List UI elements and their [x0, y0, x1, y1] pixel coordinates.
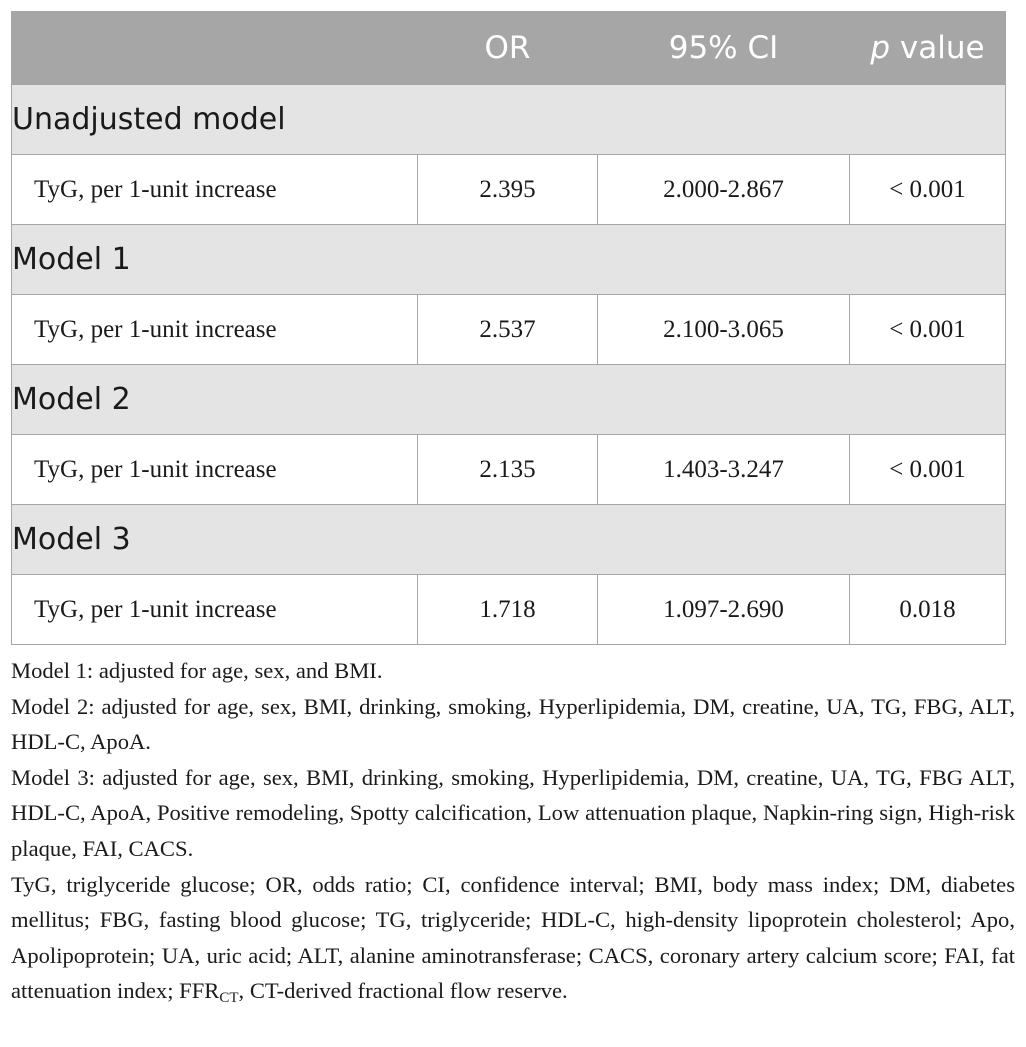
- footnote-model3: Model 3: adjusted for age, sex, BMI, drinking, smoking, Hyperlipidemia, DM, creatine, UA, TG, FBG ALT, HDL-C, ApoA, Positive remodeling, Spotty calcification, Low attenuation plaque, Napkin-ring sign, High-risk plaque, FAI, CACS.: [11, 764, 1015, 861]
- table-row: [12, 575, 1006, 645]
- header-or: OR: [418, 12, 598, 85]
- section-row: [12, 505, 1006, 575]
- row-or: 2.537: [418, 295, 598, 365]
- header-row: [12, 12, 1006, 85]
- row-ci: 2.000-2.867: [598, 155, 850, 225]
- abbrev-tail: , CT-derived fractional flow reserve.: [238, 978, 568, 1004]
- section-row: [12, 85, 1006, 155]
- footnote-model2: Model 2: adjusted for age, sex, BMI, drinking, smoking, Hyperlipidemia, DM, creatine, UA, TG, FBG, ALT, HDL-C, ApoA.: [11, 693, 1015, 755]
- row-p: 0.018: [850, 575, 1006, 645]
- row-p: < 0.001: [850, 295, 1006, 365]
- row-or: 2.395: [418, 155, 598, 225]
- row-label: TyG, per 1-unit increase: [12, 435, 418, 505]
- section-row: [12, 365, 1006, 435]
- row-or: 1.718: [418, 575, 598, 645]
- section-row: [12, 225, 1006, 295]
- row-ci: 1.403-3.247: [598, 435, 850, 505]
- row-label: TyG, per 1-unit increase: [12, 295, 418, 365]
- table-row: [12, 155, 1006, 225]
- footnote-abbreviations: [11, 867, 1015, 1009]
- row-or: 2.135: [418, 435, 598, 505]
- table-row: [12, 435, 1006, 505]
- section-title: Model 1: [12, 225, 1006, 295]
- results-table: [11, 11, 1006, 645]
- section-title: Model 3: [12, 505, 1006, 575]
- abbrev-text: TyG, triglyceride glucose; OR, odds ratio; CI, confidence interval; BMI, body mass index; DM, diabetes mellitus; FBG, fasting blood glucose; TG, triglyceride; HDL-C, high-density lipoprotein cholesterol; Apo, Apolipoprotein; UA, uric acid; ALT, alanine aminotransferase; CACS, coronary artery calcium score; FAI, fat attenuation index; FFR: [11, 871, 1015, 1004]
- row-label: TyG, per 1-unit increase: [12, 575, 418, 645]
- table-row: [12, 295, 1006, 365]
- row-ci: 2.100-3.065: [598, 295, 850, 365]
- table-footnotes: [11, 653, 1015, 1009]
- section-title: Model 2: [12, 365, 1006, 435]
- abbrev-subscript: CT: [219, 990, 239, 1007]
- section-title: Unadjusted model: [12, 85, 1006, 155]
- header-ci: 95% CI: [598, 12, 850, 85]
- header-blank: [12, 12, 418, 85]
- header-p-text: value: [899, 30, 985, 66]
- row-ci: 1.097-2.690: [598, 575, 850, 645]
- header-p-italic: p: [870, 30, 891, 66]
- row-p: < 0.001: [850, 435, 1006, 505]
- header-p-value: [850, 12, 1006, 85]
- row-p: < 0.001: [850, 155, 1006, 225]
- row-label: TyG, per 1-unit increase: [12, 155, 418, 225]
- footnote-model1: Model 1: adjusted for age, sex, and BMI.: [11, 658, 383, 683]
